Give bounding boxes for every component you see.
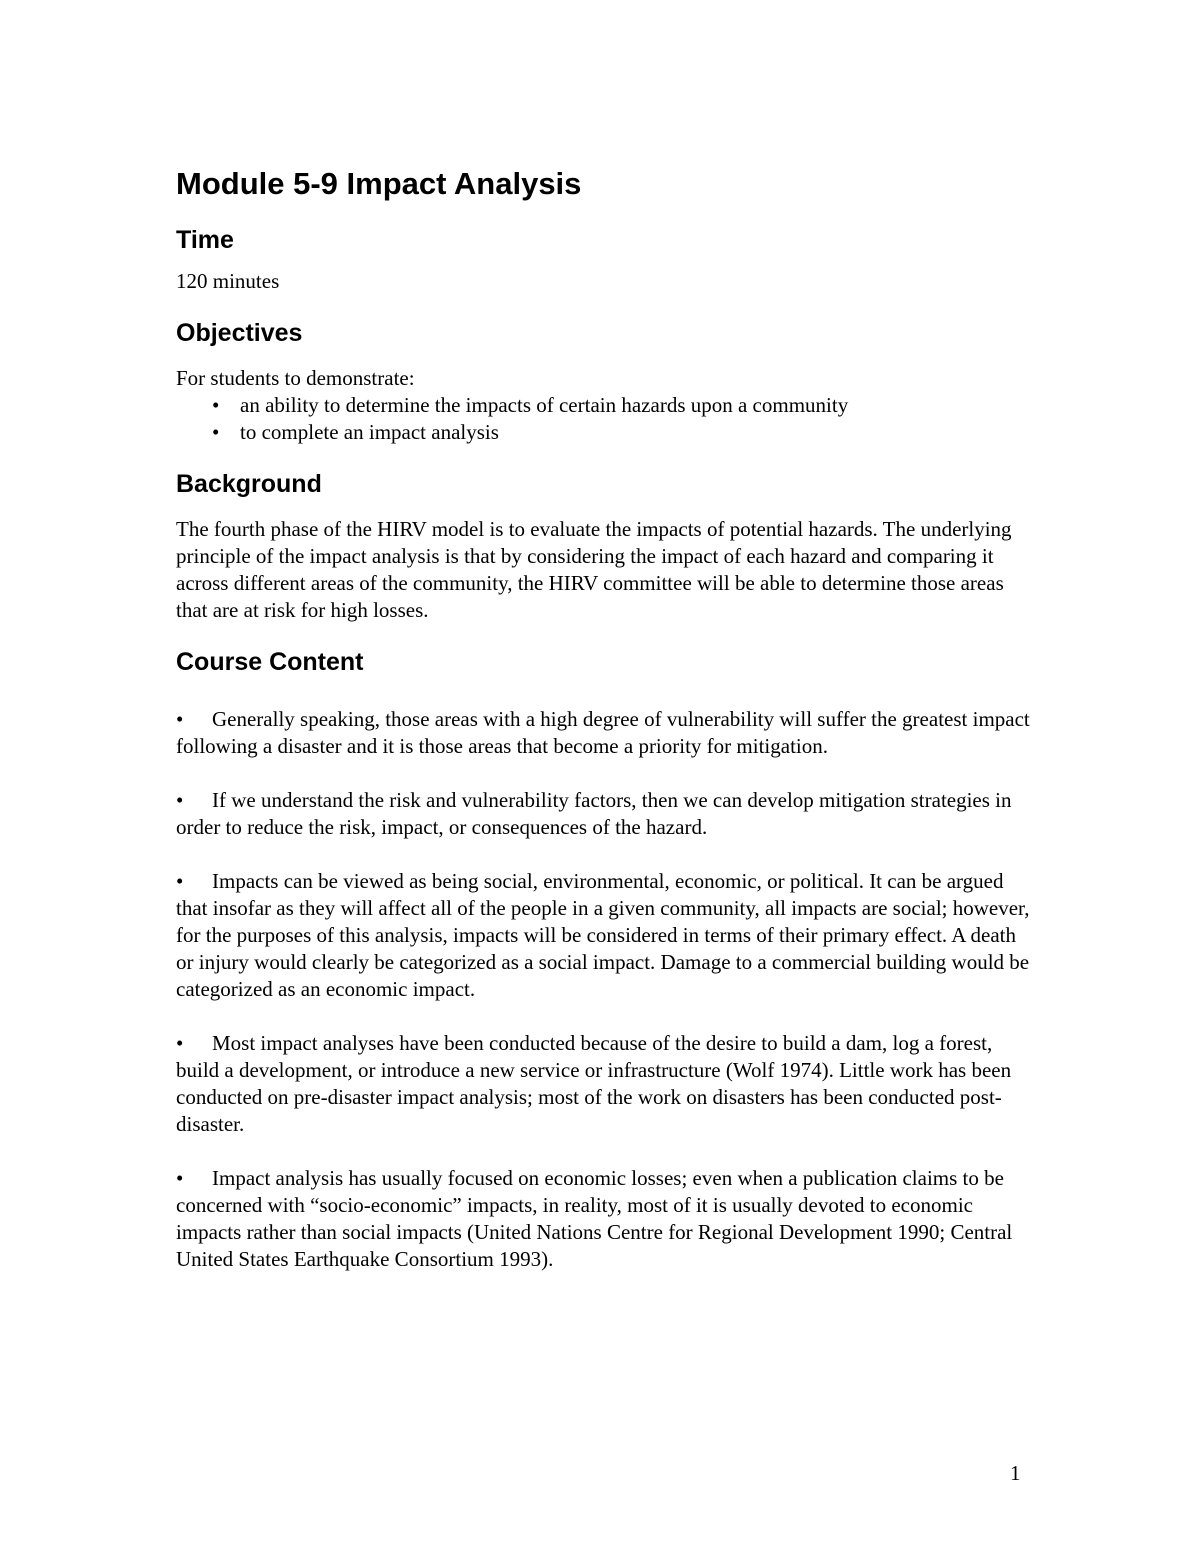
list-item-text: an ability to determine the impacts of certain hazards upon a community: [240, 393, 849, 417]
objectives-heading: Objectives: [176, 319, 303, 347]
list-item: [212, 419, 1036, 446]
list-item-text: Most impact analyses have been conducted because of the desire to build a dam, log a forest, build a development, or introduce a new service or infrastructure (Wolf 1974). Little work has been conducted on pre-disaster impact analysis; most of the work on disasters has been conducted post-disaster.: [176, 1031, 1012, 1136]
bullet-icon: •: [176, 1166, 184, 1190]
bullet-icon: •: [176, 869, 184, 893]
list-item-text: Generally speaking, those areas with a high degree of vulnerability will suffer the greatest impact following a disaster and it is those areas that become a priority for mitigation.: [176, 707, 1030, 758]
list-item: [176, 1165, 1036, 1273]
background-heading: Background: [176, 470, 322, 498]
bullet-icon: •: [212, 393, 220, 417]
background-text: The fourth phase of the HIRV model is to evaluate the impacts of potential hazards. The underlying principle of the impact analysis is that by considering the impact of each hazard and comparing it across different areas of the community, the HIRV committee will be able to determine those areas that are at risk for high losses.: [176, 517, 1012, 622]
time-value: 120 minutes: [176, 269, 280, 293]
list-item-text: to complete an impact analysis: [240, 420, 499, 444]
bullet-icon: •: [212, 420, 220, 444]
bullet-icon: •: [176, 1031, 184, 1055]
page-number: 1: [1010, 1461, 1021, 1485]
objectives-intro: For students to demonstrate:: [176, 366, 415, 390]
list-item: [212, 392, 1036, 419]
list-item: [176, 1030, 1036, 1138]
objectives-list: [176, 392, 1036, 446]
course-content-heading: Course Content: [176, 648, 364, 676]
bullet-icon: •: [176, 707, 184, 731]
list-item: [176, 787, 1036, 841]
time-heading: Time: [176, 226, 234, 254]
page-title: Module 5-9 Impact Analysis: [176, 166, 582, 201]
list-item: [176, 868, 1036, 1003]
list-item-text: If we understand the risk and vulnerability factors, then we can develop mitigation strategies in order to reduce the risk, impact, or consequences of the hazard.: [176, 788, 1012, 839]
bullet-icon: •: [176, 788, 184, 812]
list-item: [176, 706, 1036, 760]
document-page: [176, 160, 1036, 1300]
list-item-text: Impact analysis has usually focused on economic losses; even when a publication claims to be concerned with “socio-economic” impacts, in reality, most of it is usually devoted to economic impacts rather than social impacts (United Nations Centre for Regional Development 1990; Central United States Earthquake Consortium 1993).: [176, 1166, 1013, 1271]
list-item-text: Impacts can be viewed as being social, environmental, economic, or political. It can be argued that insofar as they will affect all of the people in a given community, all impacts are social; however, for the purposes of this analysis, impacts will be considered in terms of their primary effect. A death or injury would clearly be categorized as a social impact. Damage to a commercial building would be categorized as an economic impact.: [176, 869, 1030, 1001]
